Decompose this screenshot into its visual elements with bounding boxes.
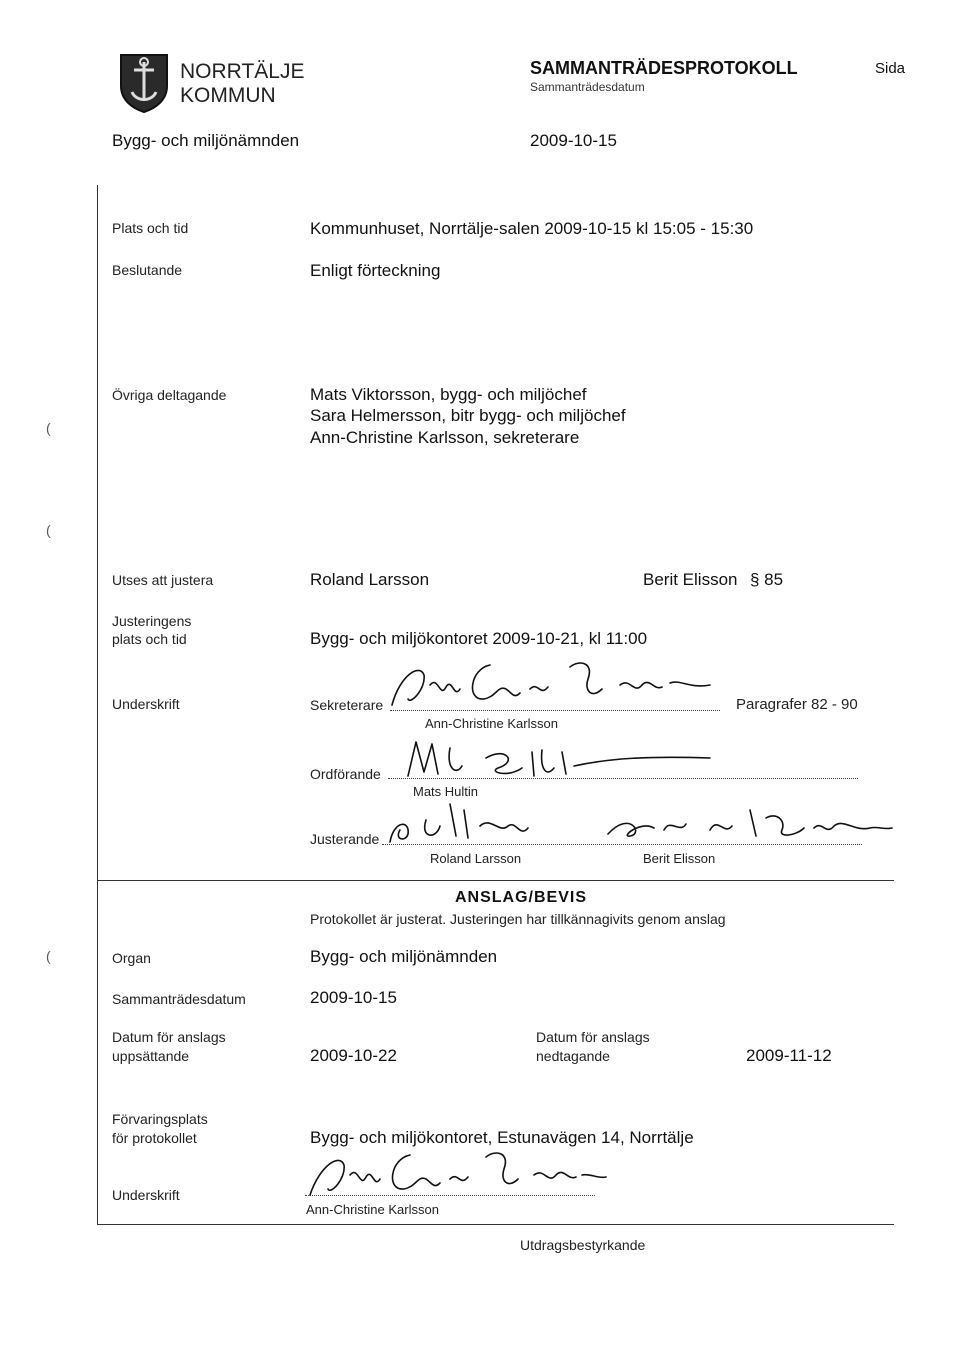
notice-statement: Protokollet är justerat. Justeringen har tillkännagivits genom anslag [310,911,726,927]
storage-label-2: för protokollet [112,1130,197,1146]
secretary-role: Sekreterare [310,697,384,713]
adjuster-1-name: Roland Larsson [430,851,522,866]
chair-role: Ordförande [310,766,381,782]
coat-of-arms-icon [118,52,170,114]
bottom-divider [97,1224,894,1225]
adjusters-role: Justerande [310,831,380,847]
posted-date-label-2: uppsättande [112,1048,190,1064]
left-margin-line [97,185,98,1225]
notice-divider [97,880,894,881]
logo-text-line1: NORRTÄLJE [180,60,305,83]
logo-text-line2: KOMMUN [180,84,276,107]
committee-name: Bygg- och miljönämnden [112,131,300,150]
adjuster-2: Berit Elisson [643,570,738,589]
adjuster-2-signature [600,790,900,850]
adjuster-1-signature [380,790,570,850]
meeting-date-value: 2009-10-15 [310,988,397,1007]
scan-mark: ( [46,948,51,964]
removed-date-label-2: nedtagande [536,1048,610,1064]
secretary-signature [380,655,720,715]
adjustment-place-label-1: Justeringens [112,613,192,629]
adjustment-place-value: Bygg- och miljökontoret 2009-10-21, kl 11:00 [310,629,648,648]
storage-label-1: Förvaringsplats [112,1111,208,1127]
removed-date-label-1: Datum för anslags [536,1029,650,1045]
scan-mark: ( [46,420,51,436]
signature-label: Underskrift [112,696,180,712]
storage-signer-name: Ann-Christine Karlsson [306,1202,439,1217]
meeting-date-label: Sammanträdesdatum [112,991,246,1007]
document-subtitle: Sammanträdesdatum [530,80,645,94]
adjuster-2-name: Berit Elisson [643,851,716,866]
decision-makers-label: Beslutande [112,262,183,278]
storage-location: Bygg- och miljökontoret, Estunavägen 14, Norrtälje [310,1128,694,1147]
other-participant-2: Sara Helmersson, bitr bygg- och miljöchef [310,406,626,425]
paragraph-reference: § 85 [750,570,784,589]
extract-certification: Utdragsbestyrkande [520,1237,646,1253]
organ-label: Organ [112,950,151,966]
municipality-logo [118,52,170,114]
other-participant-1: Mats Viktorsson, bygg- och miljöchef [310,385,587,404]
adjustment-place-label-2: plats och tid [112,631,187,647]
posted-date-label-1: Datum för anslags [112,1029,226,1045]
adjuster-1: Roland Larsson [310,570,430,589]
notice-heading: ANSLAG/BEVIS [455,889,588,906]
other-participants-label: Övriga deltagande [112,387,227,403]
place-time-label: Plats och tid [112,220,189,236]
chair-name: Mats Hultin [413,784,479,799]
secretary-name: Ann-Christine Karlsson [425,716,558,731]
posted-date-value: 2009-10-22 [310,1046,397,1065]
decision-makers-value: Enligt förteckning [310,261,441,280]
storage-signature-label: Underskrift [112,1187,180,1203]
place-time-value: Kommunhuset, Norrtälje-salen 2009-10-15 kl 15:05 - 15:30 [310,219,754,238]
page-label: Sida [875,60,906,77]
adjusters-label: Utses att justera [112,572,214,588]
chair-signature [390,728,720,788]
organ-value: Bygg- och miljönämnden [310,947,498,966]
meeting-date: 2009-10-15 [530,131,617,150]
storage-signature [300,1145,610,1205]
document-title: SAMMANTRÄDESPROTOKOLL [530,58,798,78]
paragraph-range: Paragrafer 82 - 90 [736,696,858,713]
scan-mark: ( [46,522,51,538]
removed-date-value: 2009-11-12 [746,1046,832,1065]
other-participant-3: Ann-Christine Karlsson, sekreterare [310,428,580,447]
